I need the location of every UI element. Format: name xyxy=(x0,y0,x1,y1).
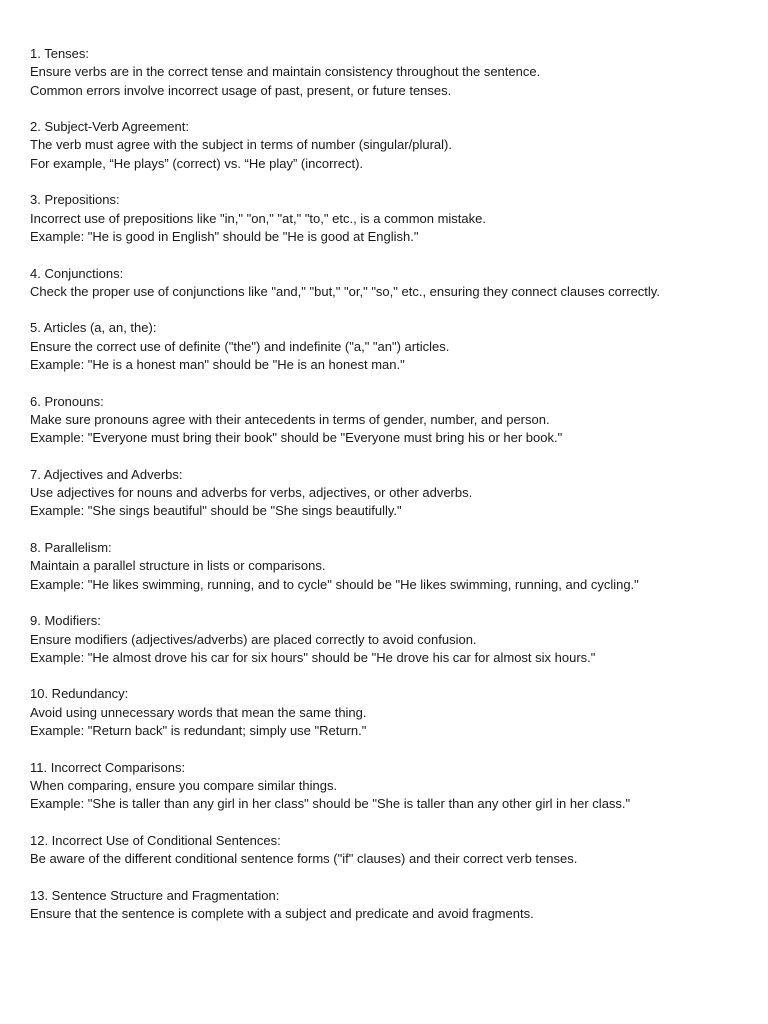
section-heading: 9. Modifiers: xyxy=(30,613,101,629)
section-subject-verb-agreement xyxy=(30,118,750,173)
section-line: Check the proper use of conjunctions like "and," "but," "or," "so," etc., ensuring they connect clauses correctly. xyxy=(30,283,660,299)
section-line: Ensure the correct use of definite ("the") and indefinite ("a," "an") articles. xyxy=(30,338,450,354)
section-line: Example: "He is good in English" should be "He is good at English." xyxy=(30,228,419,244)
section-pronouns xyxy=(30,393,750,448)
section-adjectives-adverbs xyxy=(30,466,750,521)
section-line: Example: "She is taller than any girl in her class" should be "She is taller than any other girl in her class." xyxy=(30,796,631,812)
section-line: Maintain a parallel structure in lists or comparisons. xyxy=(30,558,326,574)
section-incorrect-comparisons xyxy=(30,759,750,814)
section-line: Example: "She sings beautiful" should be "She sings beautifully." xyxy=(30,503,402,519)
section-line: The verb must agree with the subject in terms of number (singular/plural). xyxy=(30,137,452,153)
section-heading: 3. Prepositions: xyxy=(30,192,120,208)
section-line: Incorrect use of prepositions like "in," "on," "at," "to," etc., is a common mistake. xyxy=(30,210,486,226)
document-body xyxy=(30,45,750,942)
section-line: Ensure that the sentence is complete with a subject and predicate and avoid fragments. xyxy=(30,905,534,921)
section-line: Example: "He likes swimming, running, and to cycle" should be "He likes swimming, running, and cycling." xyxy=(30,576,639,592)
section-modifiers xyxy=(30,612,750,667)
section-heading: 13. Sentence Structure and Fragmentation: xyxy=(30,887,280,903)
section-heading: 6. Pronouns: xyxy=(30,393,104,409)
section-sentence-structure xyxy=(30,887,750,924)
section-heading: 8. Parallelism: xyxy=(30,540,112,556)
section-heading: 5. Articles (a, an, the): xyxy=(30,320,157,336)
section-line: Ensure modifiers (adjectives/adverbs) are placed correctly to avoid confusion. xyxy=(30,631,477,647)
section-parallelism xyxy=(30,539,750,594)
section-line: Example: "He is a honest man" should be "He is an honest man." xyxy=(30,357,405,373)
section-line: Be aware of the different conditional sentence forms ("if" clauses) and their correct verb tenses. xyxy=(30,851,578,867)
section-heading: 11. Incorrect Comparisons: xyxy=(30,759,186,775)
section-line: Example: "He almost drove his car for six hours" should be "He drove his car for almost six hours." xyxy=(30,649,596,665)
section-tenses xyxy=(30,45,750,100)
section-line: Common errors involve incorrect usage of past, present, or future tenses. xyxy=(30,82,452,98)
section-line: Example: "Everyone must bring their book" should be "Everyone must bring his or her book." xyxy=(30,430,563,446)
section-prepositions xyxy=(30,191,750,246)
section-line: For example, “He plays” (correct) vs. “He play” (incorrect). xyxy=(30,155,364,171)
section-line: Ensure verbs are in the correct tense and maintain consistency throughout the sentence. xyxy=(30,64,541,80)
section-heading: 10. Redundancy: xyxy=(30,686,129,702)
section-heading: 1. Tenses: xyxy=(30,46,90,61)
section-line: Make sure pronouns agree with their antecedents in terms of gender, number, and person. xyxy=(30,411,550,427)
section-conjunctions xyxy=(30,265,750,302)
section-heading: 4. Conjunctions: xyxy=(30,265,124,281)
section-heading: 7. Adjectives and Adverbs: xyxy=(30,466,183,482)
section-articles xyxy=(30,319,750,374)
section-redundancy xyxy=(30,685,750,740)
section-heading: 12. Incorrect Use of Conditional Sentences: xyxy=(30,832,281,848)
section-heading: 2. Subject-Verb Agreement: xyxy=(30,119,189,135)
section-conditional-sentences xyxy=(30,832,750,869)
section-line: Avoid using unnecessary words that mean the same thing. xyxy=(30,704,367,720)
section-line: When comparing, ensure you compare similar things. xyxy=(30,777,338,793)
section-line: Use adjectives for nouns and adverbs for verbs, adjectives, or other adverbs. xyxy=(30,485,473,501)
section-line: Example: "Return back" is redundant; simply use "Return." xyxy=(30,722,367,738)
